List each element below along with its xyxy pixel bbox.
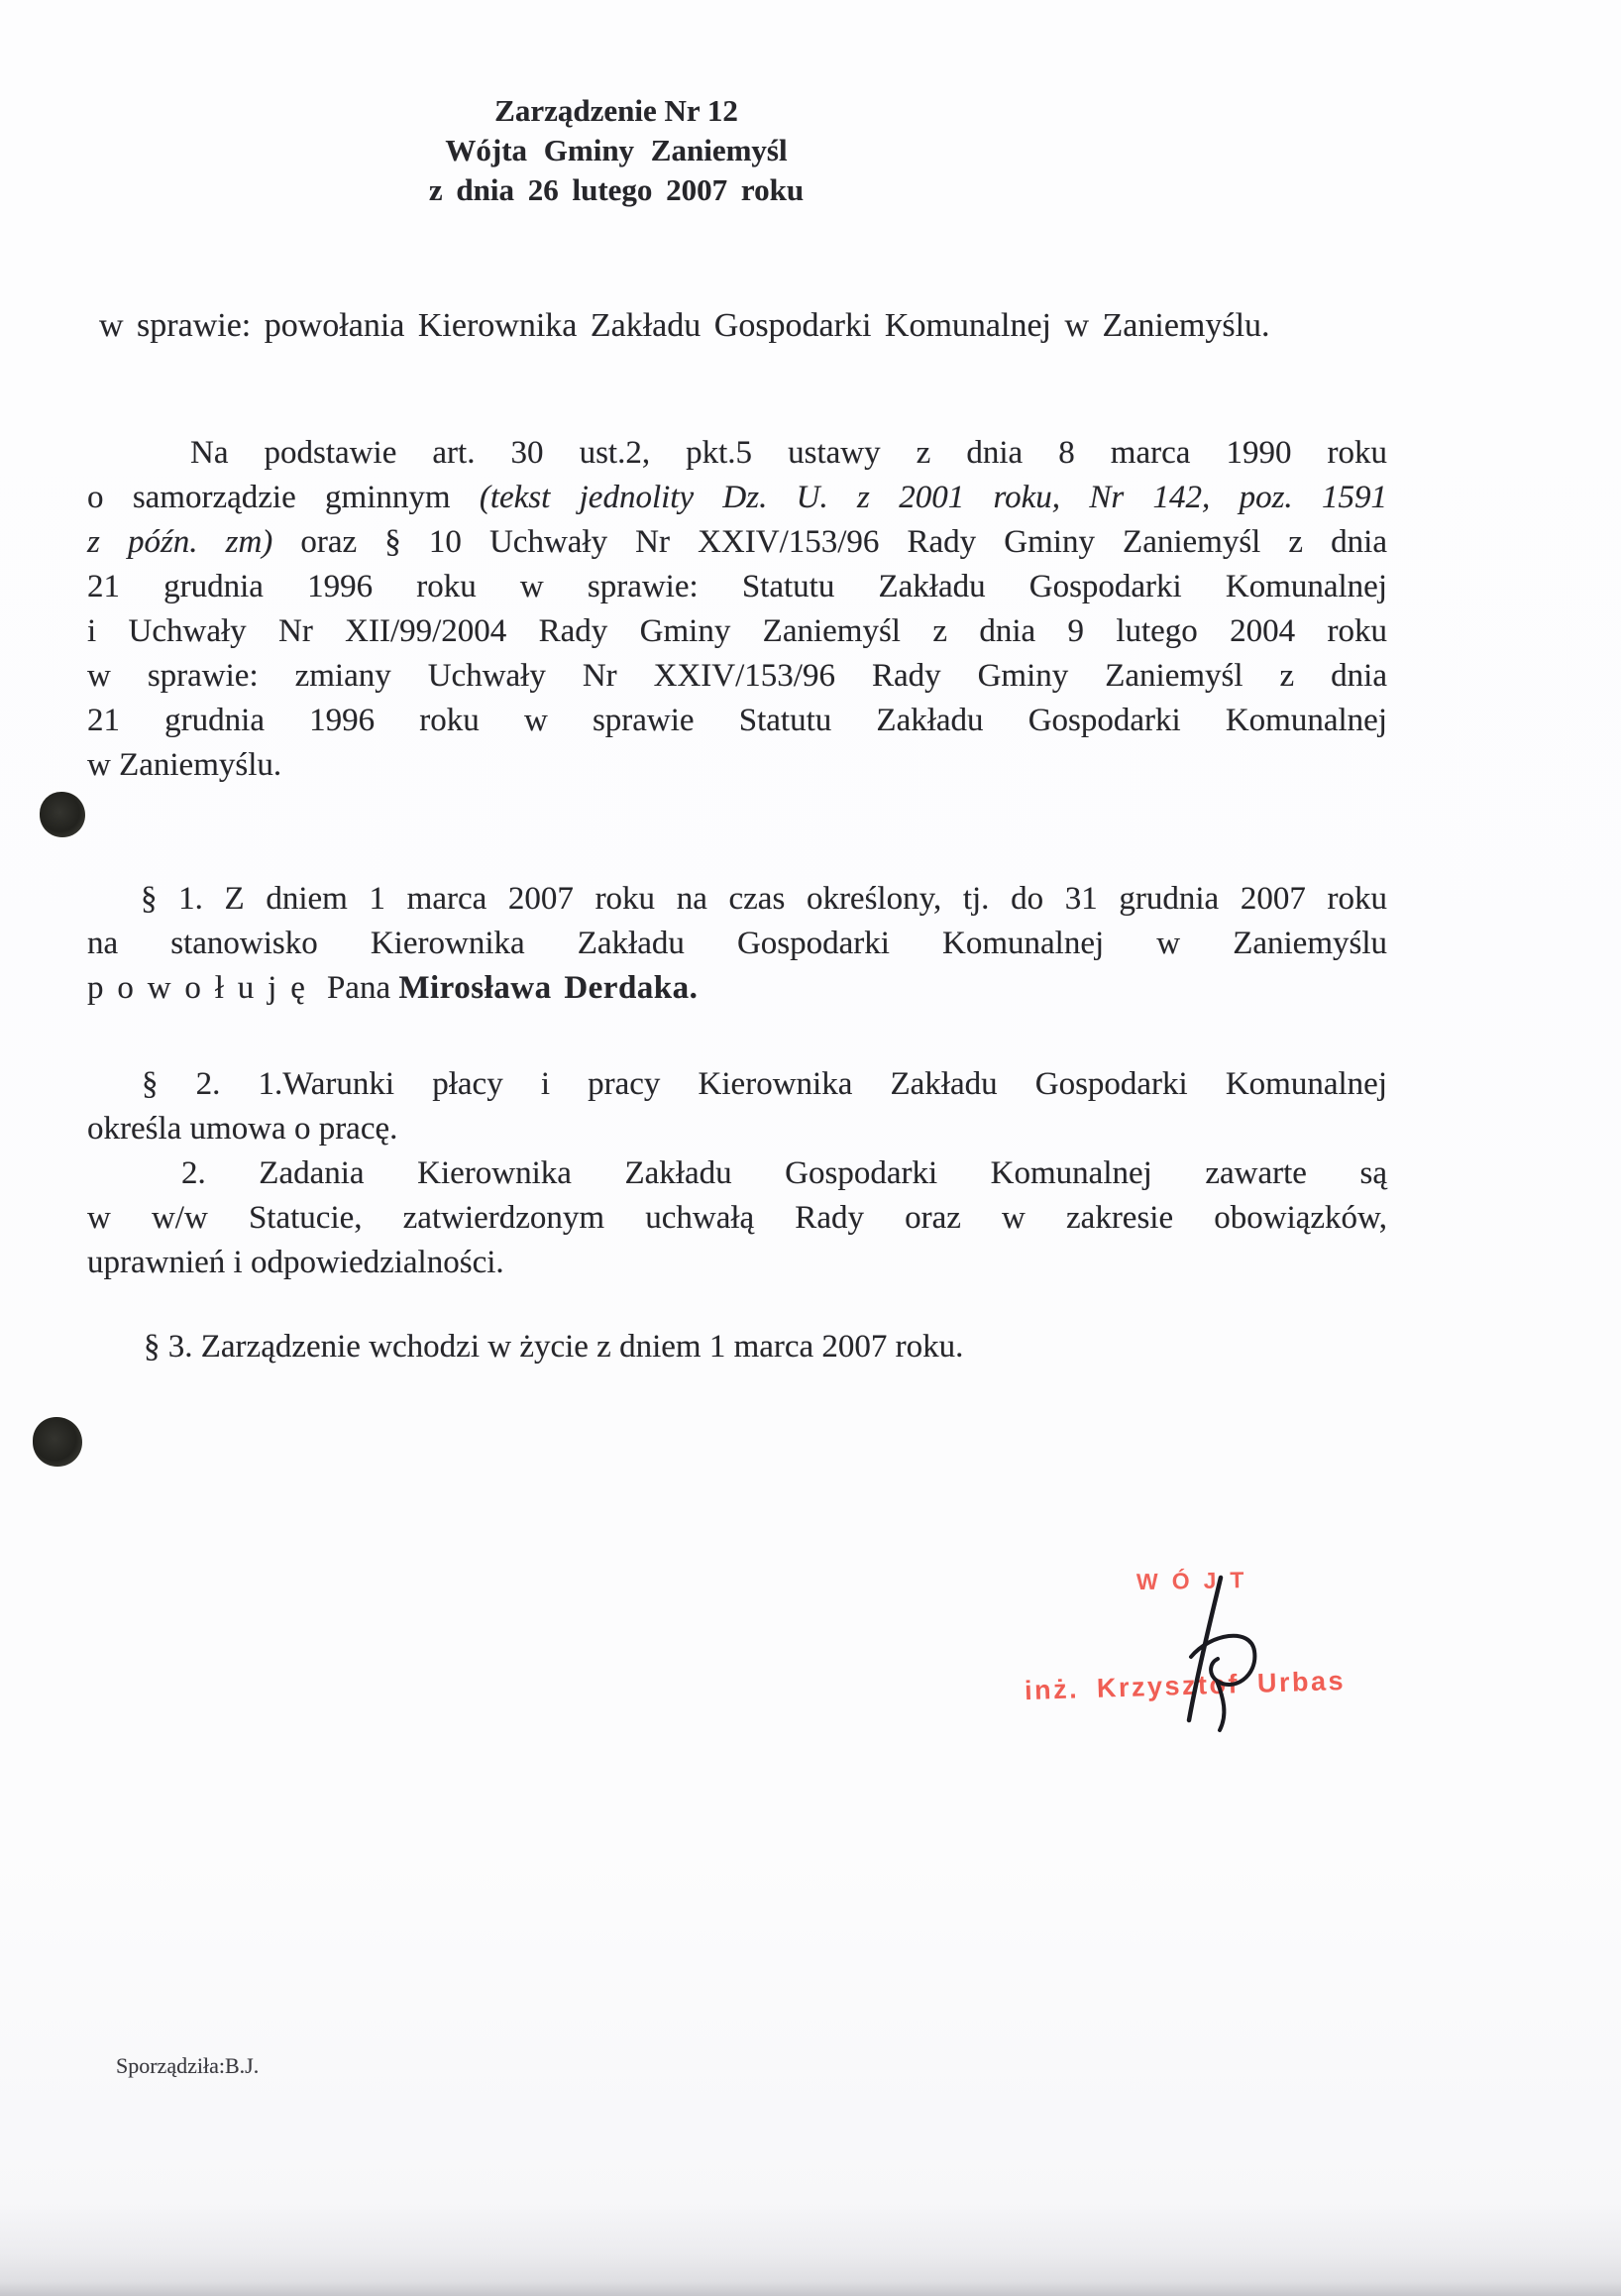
text-segment: § 2. 1.Warunki płacy i pracy Kierownika Zakładu Gospodarki Komunalnej <box>142 1066 1387 1102</box>
title-line-ordinance-number: Zarządzenie Nr 12 <box>494 93 738 128</box>
paragraph-line <box>87 1325 1387 1369</box>
paragraph-line <box>87 743 1387 788</box>
text-segment: § 3. Zarządzenie wchodzi w życie z dniem 1 marca 2007 roku. <box>144 1329 964 1365</box>
title-line-issuer: Wójta Gminy Zaniemyśl <box>445 133 788 167</box>
mayor-role-stamp: WÓJT <box>1135 1566 1258 1595</box>
document-title <box>0 91 1233 210</box>
paragraph-line <box>87 476 1387 520</box>
paragraph-line <box>87 1241 1387 1285</box>
text-segment: uprawnień i odpowiedzialności. <box>87 1245 504 1280</box>
paragraph-line <box>87 609 1387 654</box>
paragraph-line <box>87 654 1387 699</box>
text-segment: o samorządzie gminnym <box>87 480 480 515</box>
text-segment: w w/w Statucie, zatwierdzonym uchwałą Rady oraz w zakresie obowiązków, <box>87 1200 1387 1236</box>
signer-name-stamp: inż. Krzysztof Urbas <box>1024 1665 1347 1706</box>
subject-line: w sprawie: powołania Kierownika Zakładu Gospodarki Komunalnej w Zaniemyślu. <box>99 307 1270 344</box>
text-segment: określa umowa o pracę. <box>87 1111 398 1147</box>
hole-punch-mark <box>40 792 85 837</box>
paragraph-line <box>87 922 1387 966</box>
hole-punch-mark <box>33 1417 82 1467</box>
text-segment: w Zaniemyślu. <box>87 747 282 783</box>
text-segment: § 1. Z dniem 1 marca 2007 roku na czas określony, tj. do 31 grudnia 2007 roku <box>141 881 1387 917</box>
paragraph-line <box>87 1062 1387 1107</box>
text-segment: Mirosława Derdaka. <box>398 970 699 1006</box>
paragraph-line <box>87 699 1387 743</box>
text-segment: w sprawie: zmiany Uchwały Nr XXIV/153/96 Rady Gminy Zaniemyśl z dnia <box>87 658 1387 694</box>
text-segment: Pana <box>318 970 399 1006</box>
text-segment: na stanowisko Kierownika Zakładu Gospodarki Komunalnej w Zaniemyślu <box>87 926 1387 961</box>
text-segment: i Uchwały Nr XII/99/2004 Rady Gminy Zaniemyśl z dnia 9 lutego 2004 roku <box>87 613 1387 649</box>
text-segment: oraz § 10 Uchwały Nr XXIV/153/96 Rady Gminy Zaniemyśl z dnia <box>272 524 1387 560</box>
text-segment: Na podstawie art. 30 ust.2, pkt.5 ustawy z dnia 8 marca 1990 roku <box>190 435 1387 471</box>
paragraph-line <box>87 966 1387 1011</box>
paragraph-line <box>87 1151 1387 1196</box>
paragraph-line <box>87 520 1387 565</box>
title-line-date: z dnia 26 lutego 2007 roku <box>428 172 805 207</box>
scan-edge-shadow <box>0 2202 1621 2296</box>
text-segment: (tekst jednolity Dz. U. z 2001 roku, Nr 142, poz. 1591 <box>479 480 1387 515</box>
paragraph-line <box>87 431 1387 476</box>
prepared-by-note: Sporządziła:B.J. <box>116 2053 260 2078</box>
paragraph-line <box>87 1107 1387 1151</box>
text-segment: 2. Zadania Kierownika Zakładu Gospodarki Komunalnej zawarte są <box>181 1155 1387 1191</box>
text-segment: 21 grudnia 1996 roku w sprawie Statutu Zakładu Gospodarki Komunalnej <box>87 703 1387 738</box>
section-3-paragraph <box>87 1325 1387 1369</box>
signature-scribble <box>1167 1572 1286 1740</box>
legal-basis-paragraph <box>87 431 1387 788</box>
text-segment: 21 grudnia 1996 roku w sprawie: Statutu Zakładu Gospodarki Komunalnej <box>87 569 1387 604</box>
text-segment: z późn. zm) <box>87 524 273 560</box>
paragraph-line <box>87 565 1387 609</box>
section-1-paragraph <box>87 877 1387 1011</box>
paragraph-line <box>87 877 1387 922</box>
paragraph-line <box>87 1196 1387 1241</box>
text-segment: powołuję <box>87 970 319 1006</box>
section-2-paragraph <box>87 1062 1387 1285</box>
